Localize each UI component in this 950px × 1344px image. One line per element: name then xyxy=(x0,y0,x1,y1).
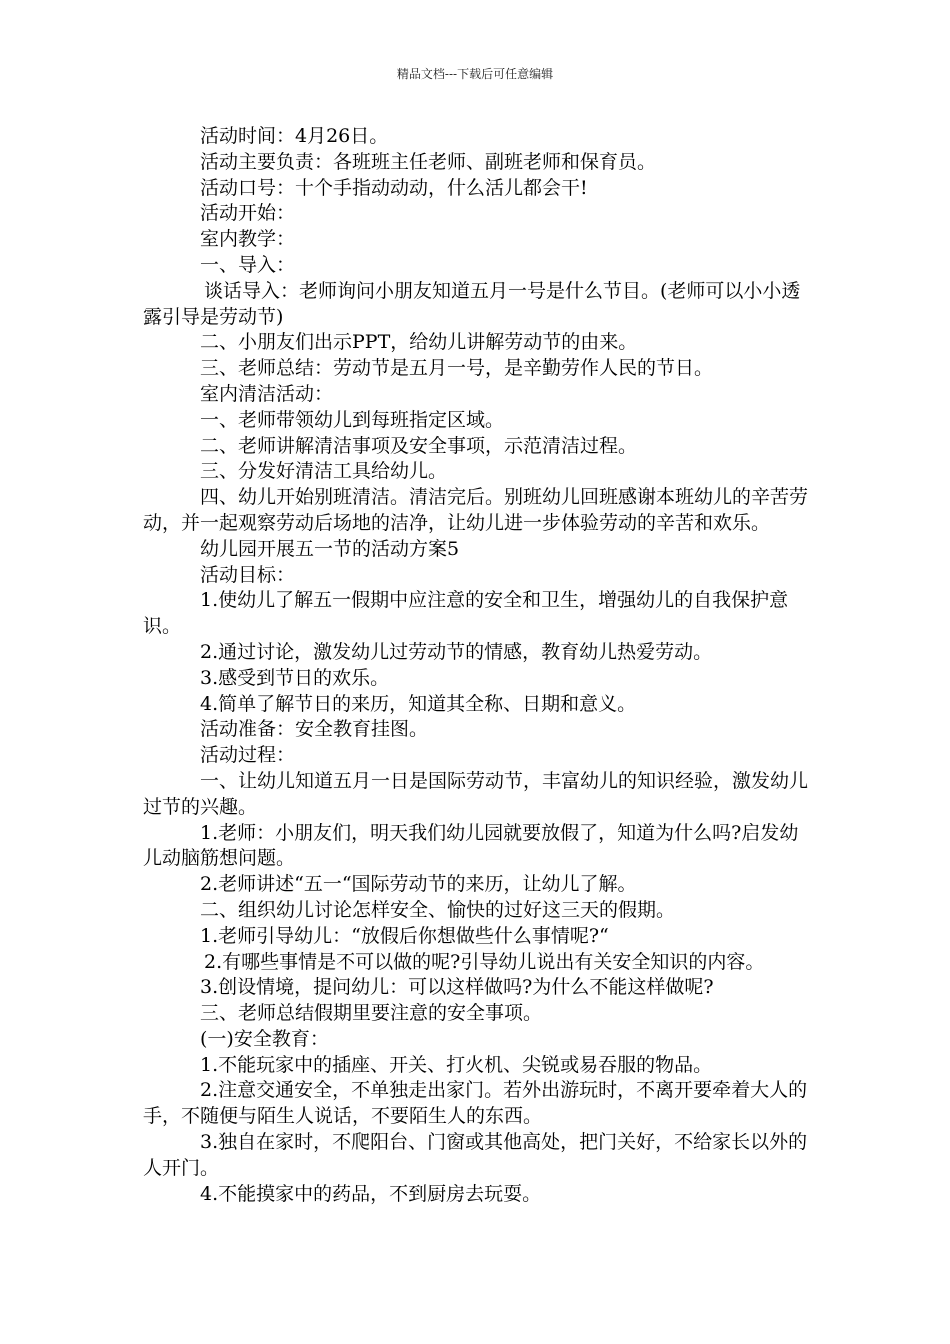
paragraph: 二、组织幼儿讨论怎样安全、愉快的过好这三天的假期。 xyxy=(200,898,676,921)
paragraph: 活动主要负责：各班班主任老师、副班老师和保育员。 xyxy=(200,150,657,173)
paragraph: 四、幼儿开始别班清洁。清洁完后。别班幼儿回班感谢本班幼儿的辛苦劳动，并一起观察劳动后场地的洁净，让幼儿进一步体验劳动的辛苦和欢乐。 xyxy=(143,486,809,534)
paragraph: 三、老师总结假期里要注意的安全事项。 xyxy=(200,1002,543,1025)
paragraph: 室内教学： xyxy=(200,228,296,251)
paragraph: 活动开始： xyxy=(200,202,296,225)
paragraph: 谈话导入：老师询问小朋友知道五月一号是什么节目。(老师可以小小透露引导是劳动节) xyxy=(143,279,801,328)
paragraph: 活动过程： xyxy=(200,744,296,767)
paragraph: 室内清洁活动： xyxy=(200,382,334,405)
paragraph: 4.不能摸家中的药品，不到厨房去玩耍。 xyxy=(200,1182,542,1205)
page-header: 精品文档---下载后可任意编辑 xyxy=(396,67,554,81)
paragraph: 2.注意交通安全，不单独走出家门。若外出游玩时，不离开要牵着大人的手，不随便与陌生人说话，不要陌生人的东西。 xyxy=(143,1079,808,1128)
paragraph: 3.创设情境，提问幼儿：可以这样做吗?为什么不能这样做呢? xyxy=(200,976,714,999)
paragraph: (一)安全教育： xyxy=(200,1027,329,1050)
paragraph: 活动口号：十个手指动动动，什么活儿都会干! xyxy=(200,176,588,199)
paragraph: 三、分发好清洁工具给幼儿。 xyxy=(200,460,448,483)
paragraph: 1.不能玩家中的插座、开关、打火机、尖锐或易吞服的物品。 xyxy=(200,1053,713,1076)
paragraph: 三、老师总结：劳动节是五月一号，是辛勤劳作人民的节日。 xyxy=(200,357,714,380)
paragraph: 1.老师引导幼儿：“放假后你想做些什么事情呢?“ xyxy=(200,924,609,947)
paragraph: 活动时间：4月26日。 xyxy=(200,125,389,147)
paragraph: 二、小朋友们出示PPT，给幼儿讲解劳动节的由来。 xyxy=(200,331,638,354)
paragraph: 1.使幼儿了解五一假期中应注意的安全和卫生，增强幼儿的自我保护意识。 xyxy=(143,589,789,638)
paragraph: 2.通过讨论，激发幼儿过劳动节的情感，教育幼儿热爱劳动。 xyxy=(200,640,713,663)
paragraph: 活动准备：安全教育挂图。 xyxy=(200,718,429,741)
paragraph: 一、让幼儿知道五月一日是国际劳动节，丰富幼儿的知识经验，激发幼儿过节的兴趣。 xyxy=(143,769,809,818)
paragraph: 2.老师讲述“五一“国际劳动节的来历，让幼儿了解。 xyxy=(200,873,637,896)
paragraph: 活动目标： xyxy=(200,563,296,586)
document-body xyxy=(143,124,808,1207)
paragraph: 一、老师带领幼儿到每班指定区域。 xyxy=(200,408,505,431)
paragraph: 1.老师：小朋友们，明天我们幼儿园就要放假了，知道为什么吗?启发幼儿动脑筋想问题。 xyxy=(143,821,799,870)
paragraph: 3.感受到节日的欢乐。 xyxy=(200,666,390,689)
paragraph: 4.简单了解节日的来历，知道其全称、日期和意义。 xyxy=(200,692,637,715)
paragraph: 3.独自在家时，不爬阳台、门窗或其他高处，把门关好，不给家长以外的人开门。 xyxy=(143,1131,808,1179)
paragraph: 2.有哪些事情是不可以做的呢?引导幼儿说出有关安全知识的内容。 xyxy=(204,950,765,973)
paragraph: 一、导入： xyxy=(200,253,296,276)
paragraph: 二、老师讲解清洁事项及安全事项，示范清洁过程。 xyxy=(200,434,638,457)
section-heading: 幼儿园开展五一节的活动方案5 xyxy=(200,537,460,560)
